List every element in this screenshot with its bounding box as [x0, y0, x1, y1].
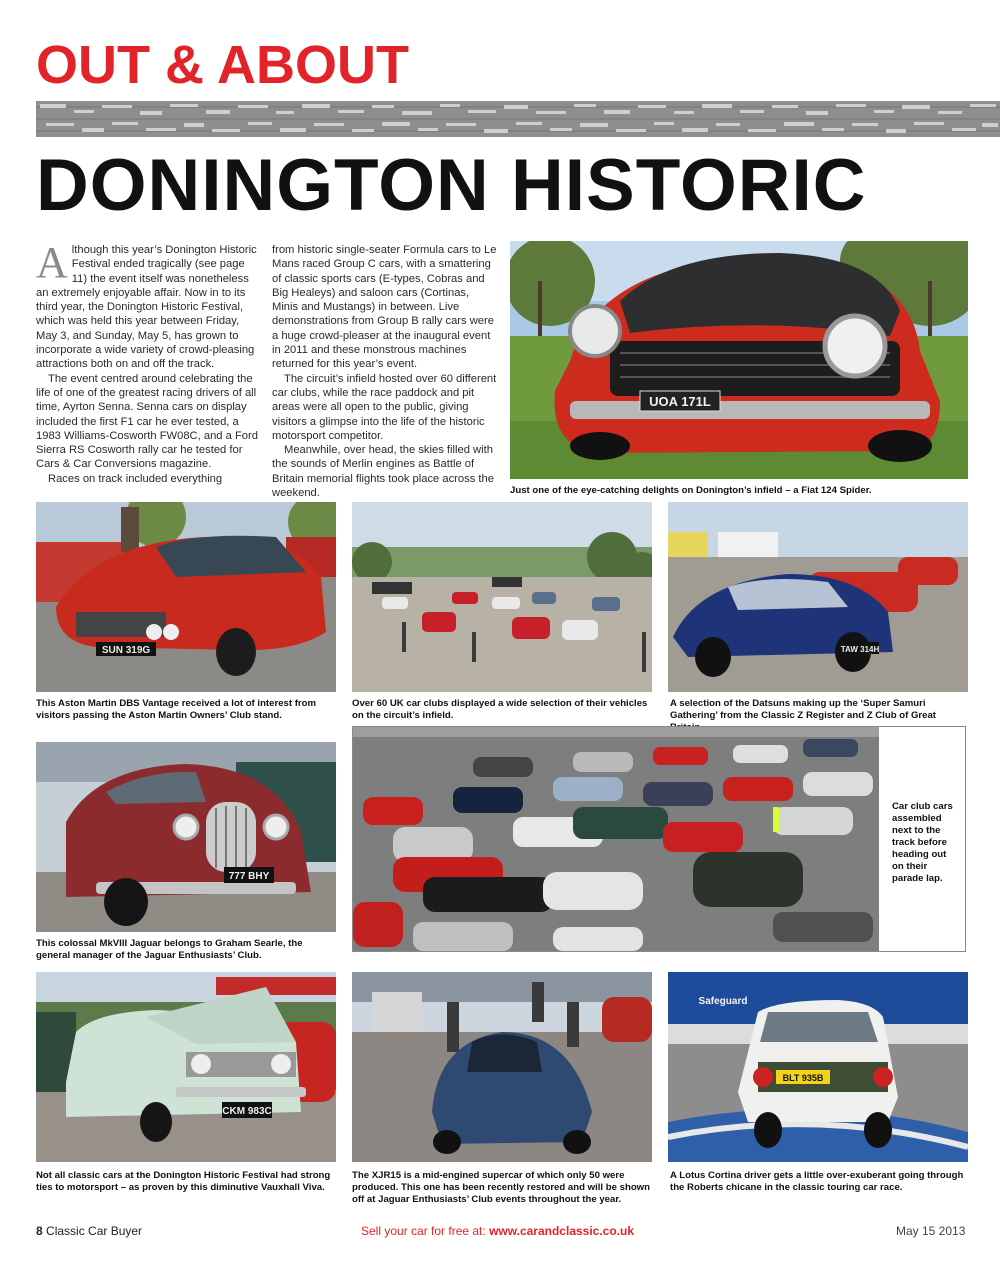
photo-aston-martin-dbs — [36, 502, 336, 692]
photo-parade-cars — [353, 727, 879, 951]
footer-promo — [361, 1224, 634, 1238]
caption-clubs: Over 60 UK car clubs displayed a wide selection of their vehicles on the circuit’s infield. — [352, 698, 648, 721]
caption-viva: Not all classic cars at the Donington Historic Festival had strong ties to motorsport – as proven by this diminutive Vauxhall Viva. — [36, 1170, 331, 1193]
datsun-number-plate: TAW 314H — [840, 645, 880, 654]
tyre-tread-banner — [36, 101, 1000, 137]
caption-aston: This Aston Martin DBS Vantage received a lot of interest from visitors passing the Aston Martin Owners’ Club stand. — [36, 698, 317, 721]
publication-name: Classic Car Buyer — [46, 1224, 143, 1238]
lotus-number-plate: BLT 935B — [782, 1073, 824, 1083]
caption-fiat: Just one of the eye-catching delights on Donington’s infield – a Fiat 124 Spider. — [510, 485, 872, 496]
caption-jaguar: This colossal MkVIII Jaguar belongs to Graham Searle, the general manager of the Jaguar Enthusiasts’ Club. — [36, 938, 303, 961]
caption-datsun: A selection of the Datsuns making up the ‘Super Samuri Gathering’ from the Classic Z Register and Z Club of Great — [670, 698, 937, 721]
section-title: OUT & ABOUT — [36, 35, 409, 95]
fiat-number-plate: UOA 171L — [649, 394, 711, 409]
aston-number-plate: SUN 319G — [101, 645, 151, 656]
jaguar-number-plate: 777 BHY — [228, 871, 270, 882]
article-paragraph: Although this year’s Donington Historic Festival ended tragically (see page 11) the event itself was nonetheless an extremely enjoyable affair. Now in to its third year, the Donington Historic Festival, which was held this year between Friday, May 3, and Sunday, May 5, has grown to incorporate a wide variety of crowd-pleasing attractions both on and off the track. — [36, 238, 257, 371]
caption-lotus: A Lotus Cortina driver gets a little over-exuberant going through the Roberts chicane in the classic touring car race. — [670, 1170, 964, 1193]
article-paragraph: The event centred around celebrating the life of one of the greatest racing drivers of all time, Ayrton Senna. Senna cars on display included the first F1 car he ever tested, a 1983 Williams-Cosworth FW08C, and a Ford Sierra RS Cosworth rally car he tested for Cars & Car Conversions magazine. — [36, 372, 258, 471]
photo-vauxhall-viva — [36, 972, 336, 1162]
safeguard-banner-text: Safeguard — [698, 996, 748, 1007]
page-number: 8 — [36, 1224, 43, 1238]
article-column-2 — [272, 243, 497, 500]
article-paragraph: Races on track included everything — [48, 472, 223, 485]
article-column-1 — [36, 238, 261, 486]
promo-url-link[interactable]: www.carandclassic.co.uk — [489, 1224, 635, 1238]
footer-page-info — [36, 1224, 142, 1238]
caption-parade: Car club cars assembled next to the track before heading out on their parade lap. — [892, 801, 953, 884]
headline: DONINGTON HISTORIC — [36, 145, 867, 226]
viva-number-plate: CKM 983C — [222, 1106, 272, 1117]
drop-cap: A — [36, 238, 68, 287]
promo-text: Sell your car for free at: — [361, 1224, 486, 1238]
caption-xjr15: The XJR15 is a mid-engined supercar of which only 50 were produced. This one has been recently restored and will be shown off at Jaguar Enthusiasts’ Club events throughout the year. — [352, 1170, 651, 1205]
footer-date: May 15 2013 — [896, 1224, 966, 1238]
photo-lotus-cortina — [668, 972, 968, 1162]
photo-jaguar-mkviii — [36, 742, 336, 932]
article-paragraph: The circuit’s infield hosted over 60 different car clubs, while the race paddock and pit areas were all open to the public, giving visitors a glimpse into the life of the historic motorsport competitor. — [272, 372, 497, 442]
photo-datsun-gathering — [668, 502, 968, 692]
article-paragraph: from historic single-seater Formula cars to Le Mans raced Group C cars, with a smattering of classic sports cars (E-types, Cobras and Big Healeys) and saloon cars (Cortinas, Minis and Mustangs) in between. Live demonstrations from Group B rally cars were a huge crowd-pleaser at the inaugural event in 2011 and these monstrous machines returned for this year’s event. — [272, 244, 497, 371]
article-paragraph: Meanwhile, over head, the skies filled with the sounds of Merlin engines as Battle of Britain memorial flights took place across the weekend. — [272, 444, 494, 500]
photo-fiat-124-spider — [510, 241, 968, 479]
photo-jaguar-xjr15 — [352, 972, 652, 1162]
photo-car-clubs-infield — [352, 502, 652, 692]
